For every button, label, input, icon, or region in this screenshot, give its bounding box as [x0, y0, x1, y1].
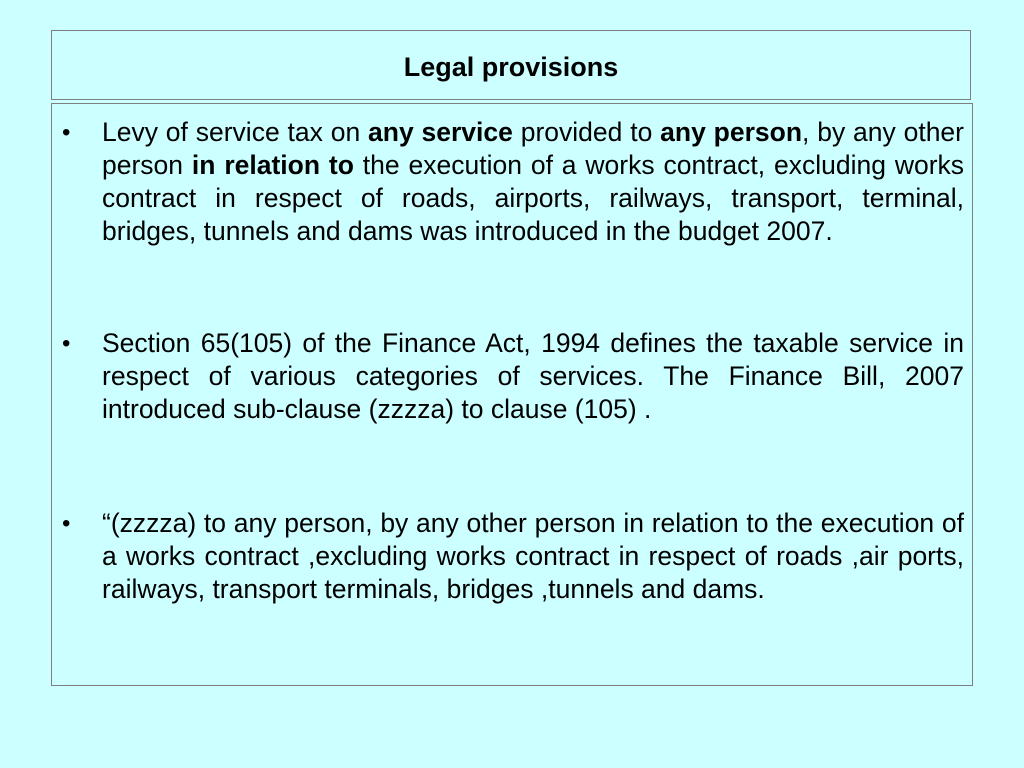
bold-segment: any person	[660, 117, 803, 147]
slide-title: Legal provisions	[403, 51, 619, 82]
bullet-text-3	[102, 508, 964, 604]
text-segment: Levy of service tax on	[102, 117, 369, 147]
bullet-item-1	[62, 116, 965, 248]
text-segment: , by any other person	[102, 117, 964, 180]
text-segment: the execution of a works contract, excluding works contract in respect of roads, airports, railways, transport, terminal, bridges, tunnels and dams was introduced in the budget 2007.	[102, 150, 965, 246]
bold-segment: any service	[368, 117, 513, 147]
title-box	[51, 30, 971, 100]
bullet-icon: •	[62, 119, 71, 146]
content-box	[51, 103, 973, 686]
text-segment: provided to	[512, 117, 661, 147]
bullet-item-2	[62, 327, 964, 426]
bullet-icon: •	[62, 510, 71, 537]
bullet-icon: •	[62, 330, 71, 357]
text-segment: “(zzzza) to any person, by any other person in relation to the execution of a works contract ,excluding works contract in respect of roads ,air ports, railways, transport terminals, bridges ,tunnels and dams.	[102, 508, 964, 604]
bullet-item-3	[62, 507, 964, 606]
bold-segment: in relation to	[191, 150, 354, 180]
bullet-text-2	[102, 328, 964, 424]
text-segment: Section 65(105) of the Finance Act, 1994 defines the taxable service in respect of various categories of services. The Finance Bill, 2007 introduced sub-clause (zzzza) to clause (105) .	[102, 328, 964, 424]
bullet-text-1	[102, 117, 964, 246]
